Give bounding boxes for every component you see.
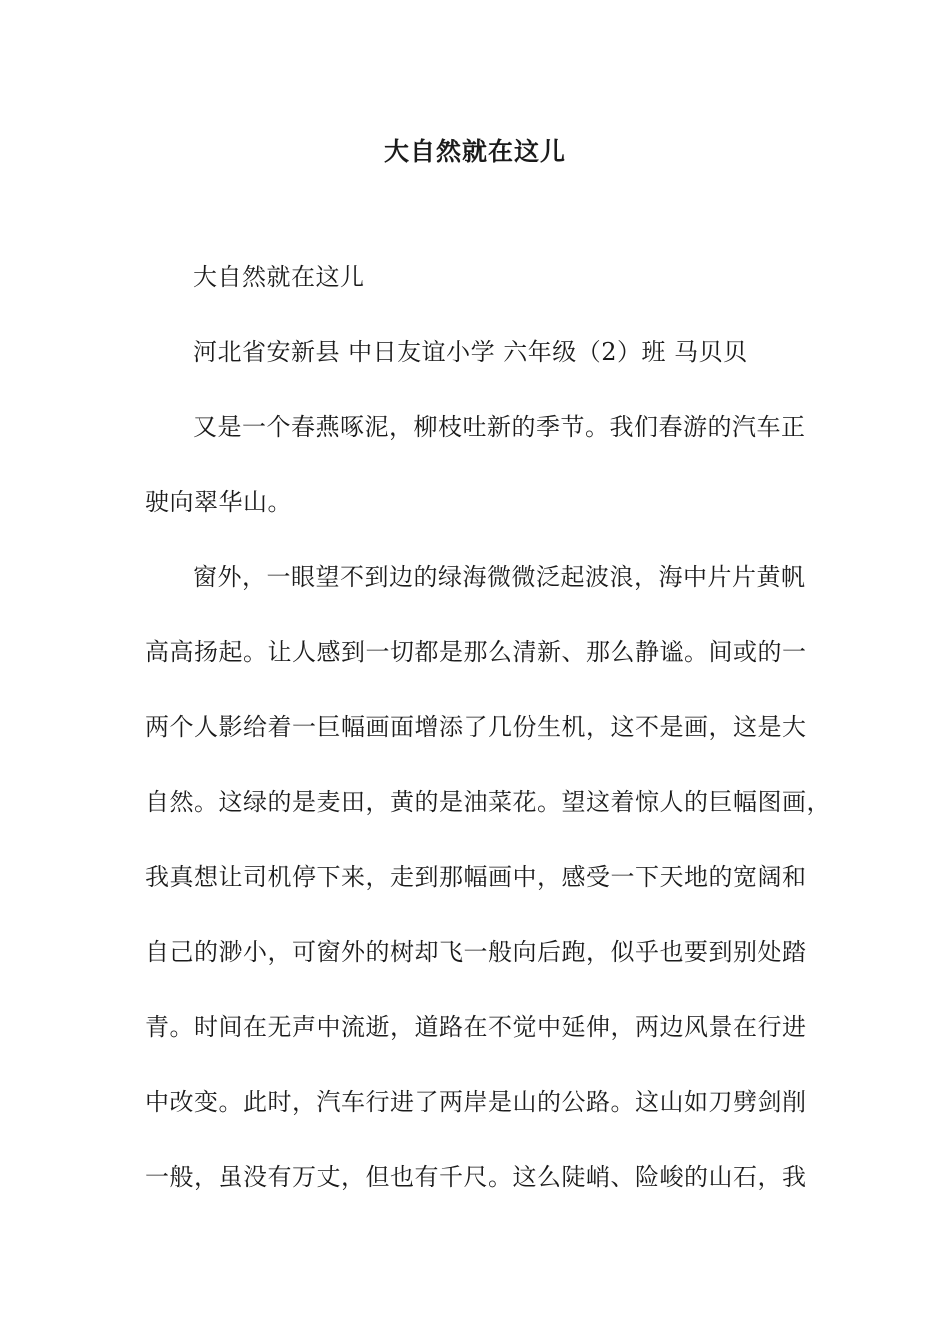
paragraph-line: 又是一个春燕啄泥，柳枝吐新的季节。我们春游的汽车正	[193, 413, 806, 441]
paragraph-line: 两个人影给着一巨幅画面增添了几份生机，这不是画，这是大	[145, 713, 807, 741]
author-line: 河北省安新县 中日友谊小学 六年级（2）班 马贝贝	[193, 338, 748, 366]
paragraph-line: 自然。这绿的是麦田，黄的是油菜花。望这着惊人的巨幅图画，	[145, 788, 831, 816]
paragraph-line: 驶向翠华山。	[145, 488, 292, 516]
article-heading: 大自然就在这儿	[193, 263, 365, 291]
paragraph-line: 一般，虽没有万丈，但也有千尺。这么陡峭、险峻的山石，我	[145, 1163, 807, 1191]
paragraph-line: 中改变。此时，汽车行进了两岸是山的公路。这山如刀劈剑削	[145, 1088, 807, 1116]
paragraph-line: 自己的渺小，可窗外的树却飞一般向后跑，似乎也要到别处踏	[145, 938, 807, 966]
paragraph-line: 窗外，一眼望不到边的绿海微微泛起波浪，海中片片黄帆	[193, 563, 806, 591]
paragraph-line: 青。时间在无声中流逝，道路在不觉中延伸，两边风景在行进	[145, 1013, 807, 1041]
document-title: 大自然就在这儿	[383, 137, 566, 166]
paragraph-line: 高高扬起。让人感到一切都是那么清新、那么静谧。间或的一	[145, 638, 807, 666]
paragraph-line: 我真想让司机停下来，走到那幅画中，感受一下天地的宽阔和	[145, 863, 807, 891]
